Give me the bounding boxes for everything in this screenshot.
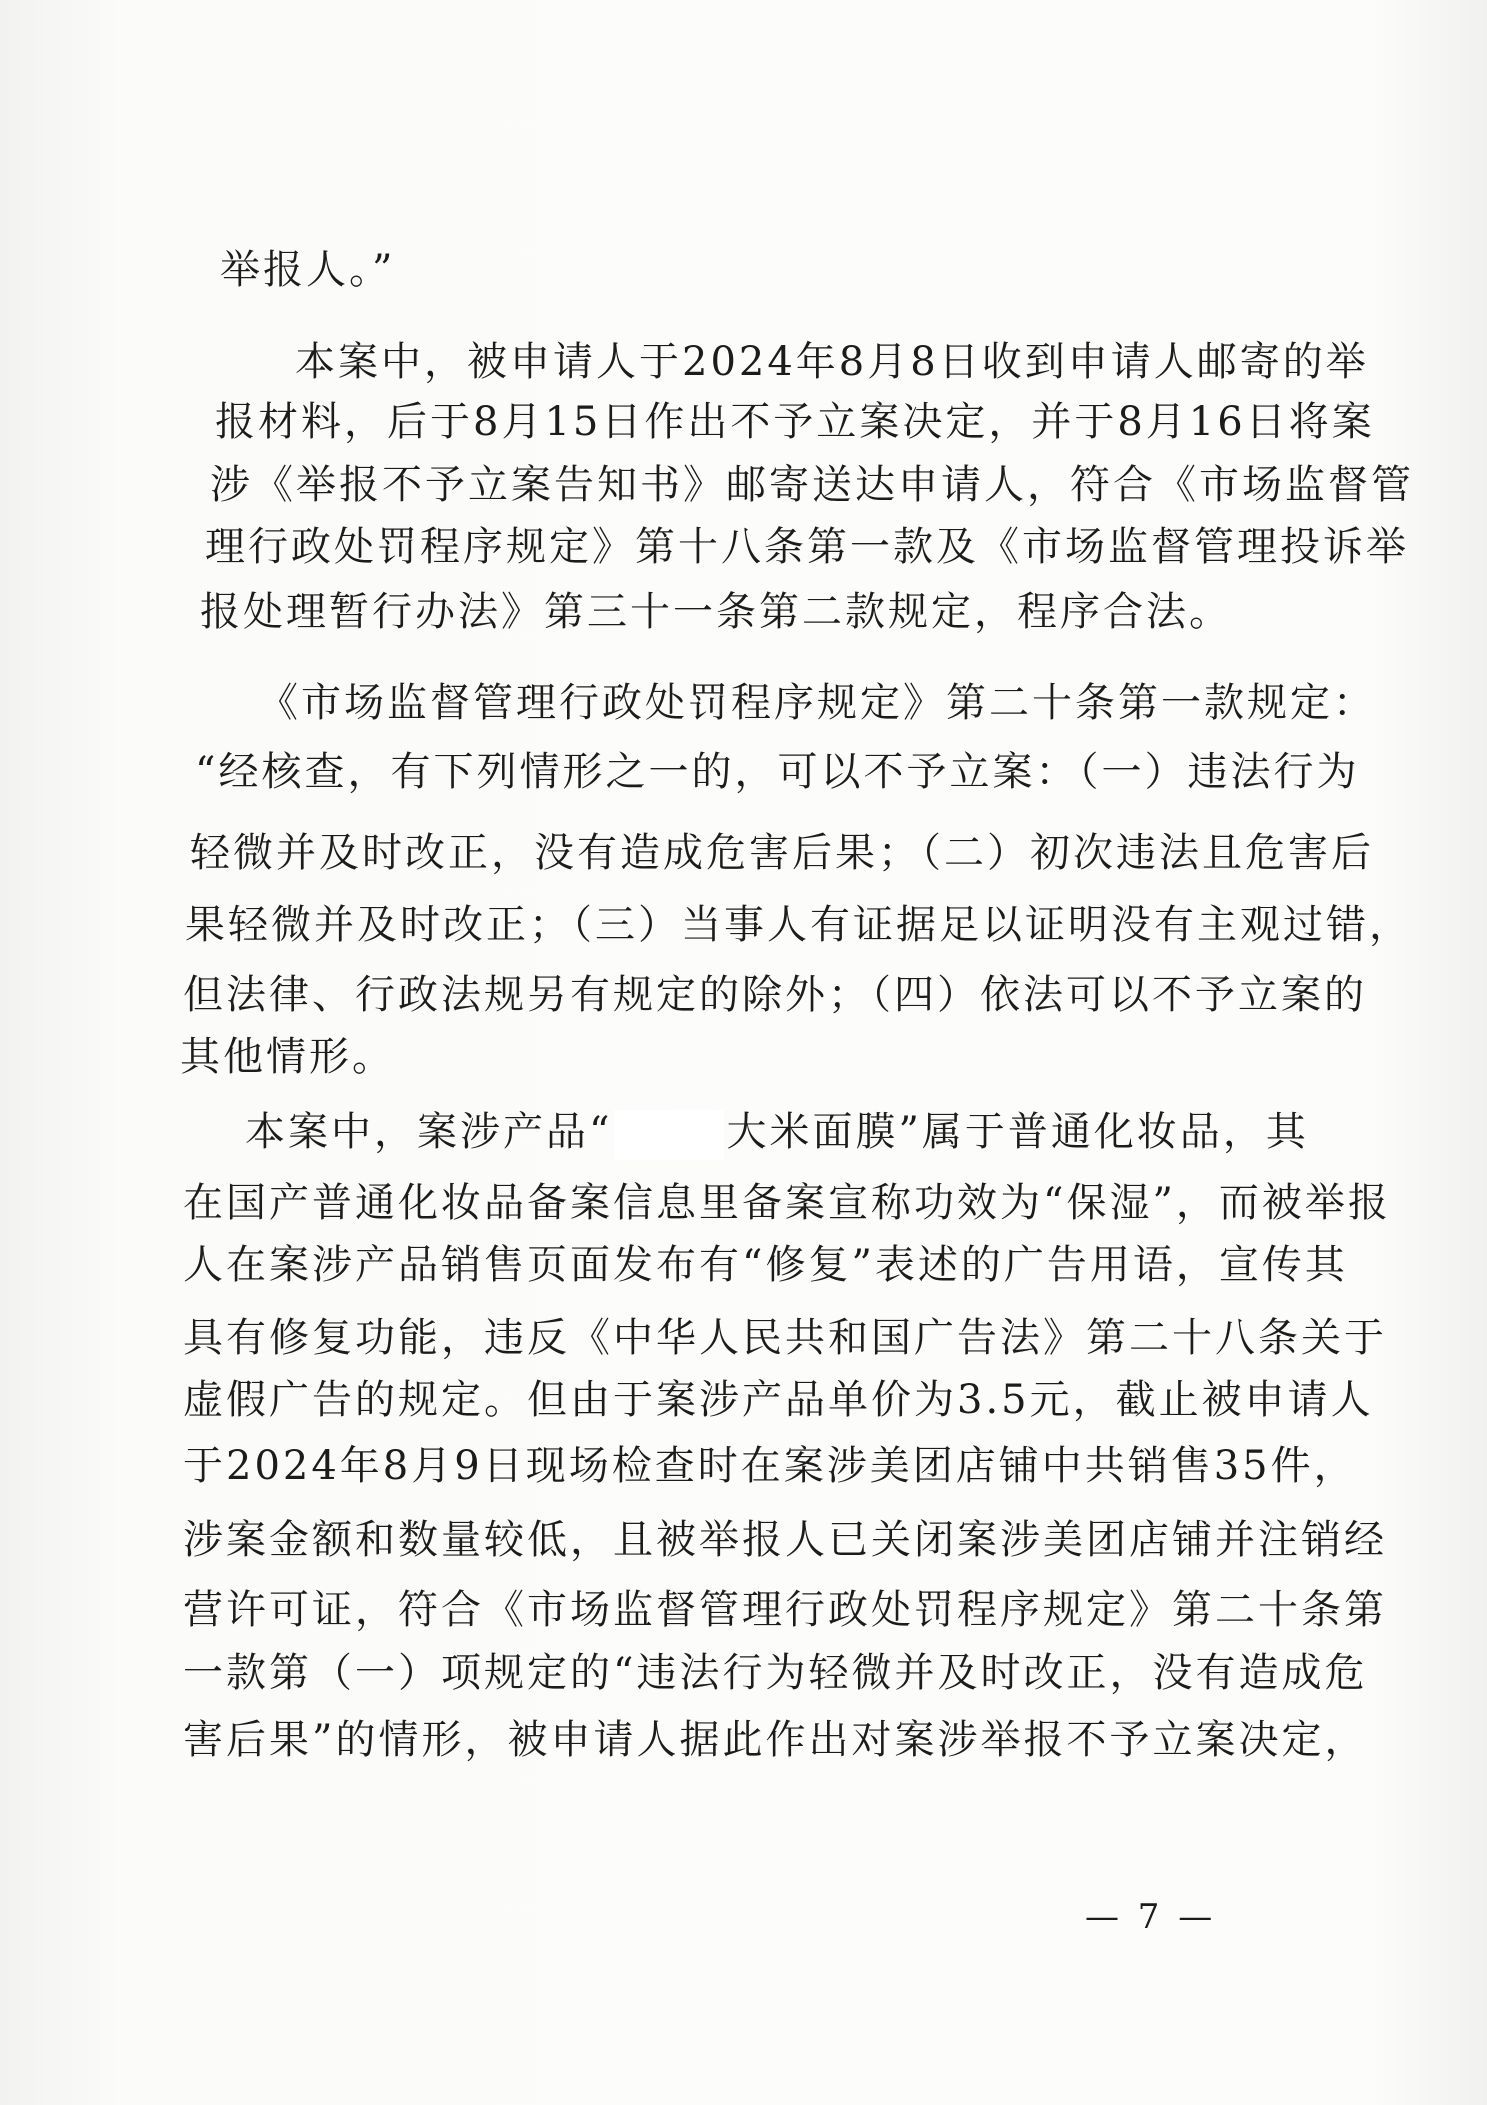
text-segment: 大米面膜”属于普通化妆品，其: [726, 1109, 1309, 1155]
text-line: 其他情形。: [180, 1034, 395, 1080]
text-line: 《市场监督管理行政处罚程序规定》第二十条第一款规定：: [258, 680, 1376, 726]
text-line: 涉案金额和数量较低，且被举报人已关闭案涉美团店铺并注销经: [183, 1517, 1387, 1563]
text-line: 虚假广告的规定。但由于案涉产品单价为3.5元，截止被申请人: [183, 1377, 1374, 1423]
text-line: 涉《举报不予立案告知书》邮寄送达申请人，符合《市场监督管: [210, 462, 1414, 508]
text-line: 人在案涉产品销售页面发布有“修复”表述的广告用语，宣传其: [183, 1242, 1348, 1288]
page-number: — 7 —: [1085, 1897, 1217, 1937]
text-line: 举报人。”: [220, 247, 396, 293]
text-line: 果轻微并及时改正；（三）当事人有证据足以证明没有主观过错，: [185, 902, 1412, 948]
text-segment: 本案中，案涉产品“: [245, 1109, 613, 1155]
text-line: 一款第（一）项规定的“违法行为轻微并及时改正，没有造成危: [183, 1650, 1368, 1696]
text-line: 报处理暂行办法》第三十一条第二款规定，程序合法。: [200, 589, 1232, 635]
text-line: 营许可证，符合《市场监督管理行政处罚程序规定》第二十条第: [183, 1587, 1387, 1633]
text-line: 于2024年8月9日现场检查时在案涉美团店铺中共销售35件，: [183, 1443, 1357, 1489]
text-line: 理行政处罚程序规定》第十八条第一款及《市场监督管理投诉举: [205, 524, 1409, 570]
text-line: 害后果”的情形，被申请人据此作出对案涉举报不予立案决定，: [183, 1717, 1368, 1763]
text-line: 报材料，后于8月15日作出不予立案决定，并于8月16日将案: [215, 399, 1375, 445]
text-line: 本案中，被申请人于2024年8月8日收到申请人邮寄的举: [295, 339, 1369, 385]
text-line: 但法律、行政法规另有规定的除外；（四）依法可以不予立案的: [183, 972, 1367, 1018]
text-line: 轻微并及时改正，没有造成危害后果；（二）初次违法且危害后: [190, 830, 1374, 876]
text-line: [245, 1110, 1309, 1160]
redaction-box: [614, 1110, 724, 1160]
text-line: “经核查，有下列情形之一的，可以不予立案：（一）违法行为: [195, 749, 1360, 795]
text-line: 具有修复功能，违反《中华人民共和国广告法》第二十八条关于: [183, 1315, 1387, 1361]
text-line: 在国产普通化妆品备案信息里备案宣称功效为“保湿”，而被举报: [183, 1180, 1391, 1226]
